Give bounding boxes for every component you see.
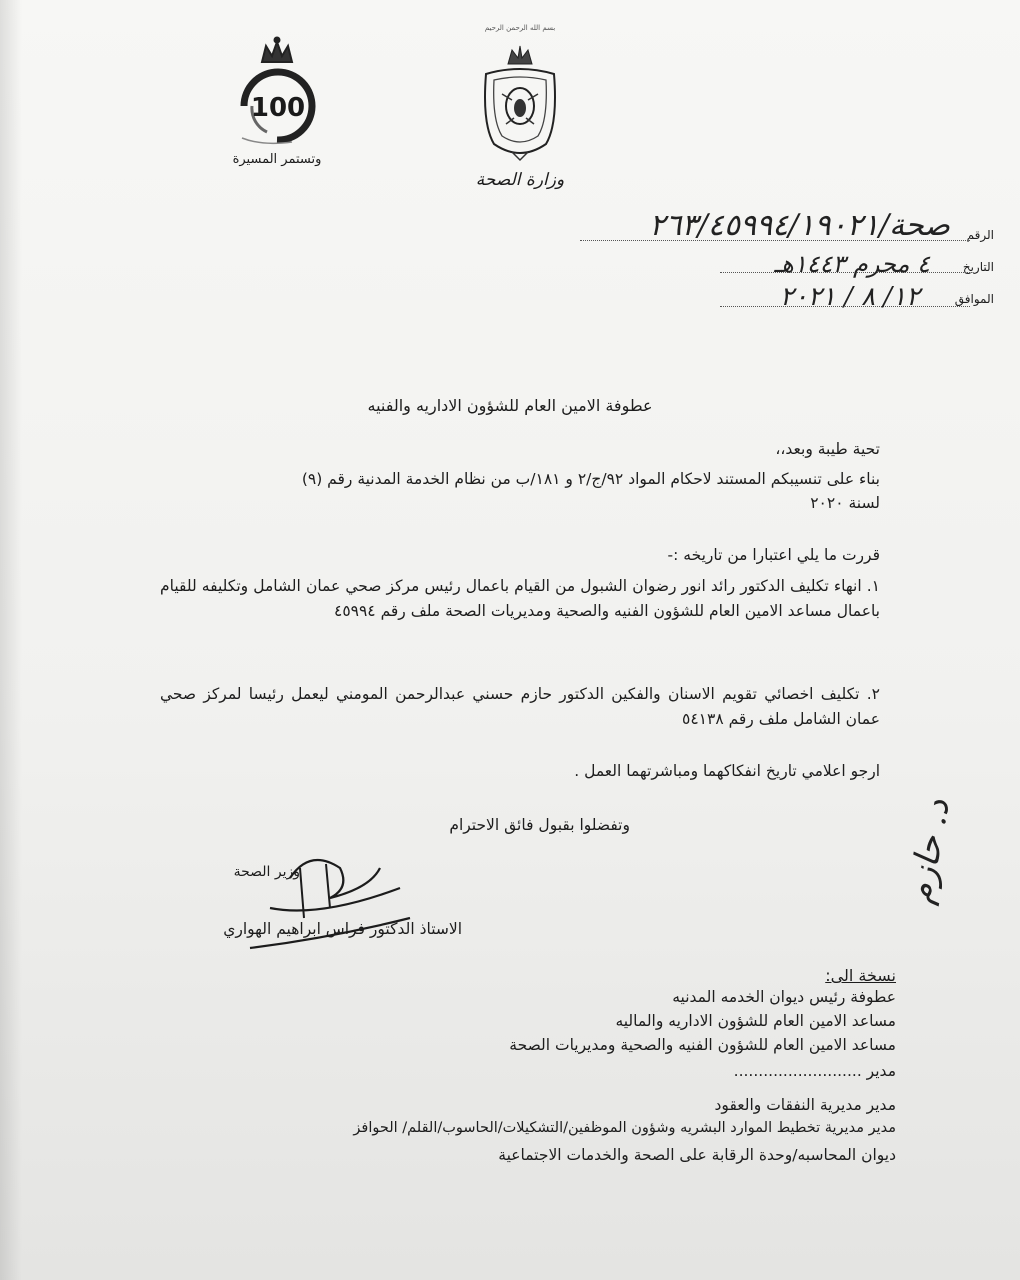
copy-recipient: ديوان المحاسبه/وحدة الرقابة على الصحة والخدمات الاجتماعية xyxy=(498,1146,896,1164)
decision-item-2: ٢. تكليف اخصائي تقويم الاسنان والفكين الدكتور حازم حسني عبدالرحمن المومني ليعمل رئيسا لمركز صحي عمان الشامل ملف رقم ٥٤١٣٨ xyxy=(160,685,880,728)
coat-of-arms-icon xyxy=(472,34,568,174)
greeting: تحية طيبة وبعد،، xyxy=(775,440,880,458)
ministry-name: وزارة الصحة xyxy=(475,170,565,190)
crown-100-icon xyxy=(222,34,332,154)
svg-text:100: 100 xyxy=(250,93,306,123)
centennial-tagline: وتستمر المسيرة xyxy=(232,152,322,167)
ref-number-label: الرقم xyxy=(966,228,994,242)
intro-line-2: لسنة ٢٠٢٠ xyxy=(810,494,880,512)
copy-recipient: مدير مديرية تخطيط الموارد البشريه وشؤون الموظفين/التشكيلات/الحاسوب/القلم/ الحوافز xyxy=(353,1120,896,1136)
ref-date-label: التاريخ xyxy=(962,260,994,274)
addressee: عطوفة الامين العام للشؤون الاداريه والفنيه xyxy=(367,396,653,415)
closing-line: وتفضلوا بقبول فائق الاحترام xyxy=(449,816,630,834)
ref-number-value: صحة/٢٦٣/٤٥٩٩٤/١٩٠٢١ xyxy=(649,208,950,243)
copy-recipient: مدير مديرية النفقات والعقود xyxy=(714,1096,896,1114)
copy-recipient: مساعد الامين العام للشؤون الاداريه والماليه xyxy=(615,1012,896,1030)
margin-handwritten-note: د. حازم xyxy=(900,795,958,907)
ref-gregorian-value: ١٢/ ٨ / ٢٠٢١ xyxy=(779,282,920,312)
page-edge-shadow xyxy=(0,0,22,1280)
ref-corresponding-label: الموافق xyxy=(954,292,994,306)
request-line: ارجو اعلامي تاريخ انفكاكهما ومباشرتهما العمل . xyxy=(574,762,880,780)
signatory-title: وزير الصحة xyxy=(233,864,300,880)
signatory-name: الاستاذ الدكتور فراس ابراهيم الهواري xyxy=(223,920,462,938)
copies-title: نسخة الى: xyxy=(825,966,896,985)
decision-item-1: ١. انهاء تكليف الدكتور رائد انور رضوان الشبول من القيام باعمال رئيس مركز صحي عمان الشامل وتكليفه للقيام باعمال مساعد الامين العام للشؤون الفنيه والصحية ومديريات الصحة ملف رقم ٤٥٩٩٤ xyxy=(160,577,880,620)
basmala-text: بسم الله الرحمن الرحيم xyxy=(484,24,556,32)
copy-recipient: مدير .......................... xyxy=(733,1062,896,1080)
ref-hijri-value: ٤ محرم ١٤٤٣هـ xyxy=(774,250,930,278)
signature-scribble xyxy=(230,848,430,958)
centennial-logo xyxy=(222,34,332,174)
intro-line-1: بناء على تنسيبكم المستند لاحكام المواد ٩٢/ج/٢ و ١٨١/ب من نظام الخدمة المدنية رقم (٩) xyxy=(301,470,880,488)
copy-recipient: عطوفة رئيس ديوان الخدمه المدنيه xyxy=(672,988,896,1006)
ministry-emblem xyxy=(472,24,568,194)
decided-heading: قررت ما يلي اعتبارا من تاريخه :- xyxy=(667,546,880,564)
copy-recipient: مساعد الامين العام للشؤون الفنيه والصحية ومديريات الصحة xyxy=(509,1036,896,1054)
